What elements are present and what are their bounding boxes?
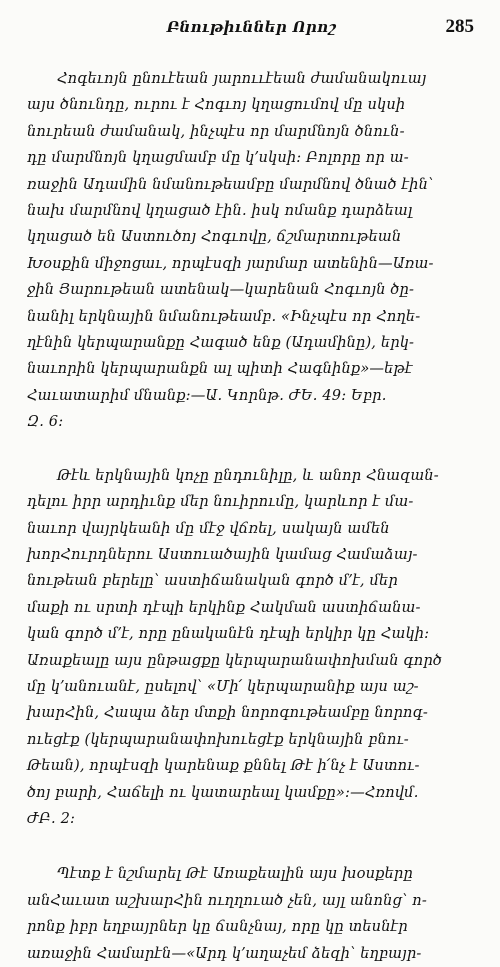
- running-title: Բնութիւններ Որոշ: [166, 18, 337, 36]
- text-line: Թէև երկնային կոչը ընդունիլը, և անոր Հնազան-: [57, 466, 439, 484]
- text-line: նախ մարմնով կղացած էին. իսկ ոմանք դարձեալ: [27, 202, 413, 220]
- text-line: րոնք իբր եղբայրներ կը ճանչնայ, որը կը տեսնէր: [27, 918, 408, 936]
- text-line: Հաւատարիմ մնանք:—Ա. Կորնթ. ԺԵ. 49: Եբր.: [27, 386, 387, 404]
- text-line: խարՀին, Հապա ձեր մտքի նորոգութեամբը նորոգ-: [27, 704, 429, 722]
- text-line: կղացած են Աստուծոյ Հոգւովը, ճշմարտութեան: [27, 228, 402, 246]
- text-line: այս ծնունդը, ուրու է Հոգւոյ կղացումով մը սկսի: [27, 96, 406, 114]
- text-line: Առաքեալը այս ընթացքը կերպարանափոխման գործ: [27, 651, 443, 669]
- text-line: նաւորին կերպարանքն ալ պիտի Հագնինք»—եթէ: [27, 360, 413, 378]
- text-line: անՀաւատ աշխարՀին ուղղուած չեն, այլ անոնց՝ ո-: [27, 891, 428, 909]
- text-line: ուեցէք (կերպարանափոխուեցէք երկնային բնու-: [27, 730, 409, 748]
- text-line: մաքի ու սրտի դէպի երկինք Հակման աստիճանա-: [27, 598, 421, 616]
- text-line: նաւոր վայրկեանի մը մէջ վճռել, սակայն ամեն: [27, 519, 390, 537]
- page-number: 285: [445, 16, 474, 37]
- text-line: առաջին Համարէն—«Արդ կ՚աղաչեմ ձեզի՝ եղբայր-: [27, 944, 422, 962]
- text-line: Պէտք է նշմարել Թէ Առաքեալին այս խօսքերը: [57, 865, 413, 883]
- text-line: ծոյ բարի, Հաճելի ու կատարեալ կամքը»:—Հռովմ.: [27, 783, 419, 801]
- text-line: ղէնին կերպարանքը Հագած ենք (Ադամինը), երկ-: [27, 334, 415, 352]
- text-line: Խօսքին միջոցաւ, որպէսզի յարմար ատենին—Առա-: [27, 254, 434, 272]
- page-header: [27, 12, 476, 42]
- paragraph-2: [27, 463, 476, 833]
- text-line: Հոգեւոյն ընուէեան յարոււէեան ժամանակուայ: [57, 70, 427, 87]
- text-line: նութեան բերելը՝ աստիճանական գործ մ՚է, մեր: [27, 572, 398, 590]
- paragraph-1: [27, 66, 476, 436]
- text-line: դելու իրր արդիւնք մեր նուիրումը, կարևոր է մա-: [27, 493, 414, 511]
- text-line: Զ. 6:: [27, 413, 64, 431]
- text-line: ջին Յարութեան ատենակ—կարենան Հոգւոյն ծը-: [27, 281, 415, 299]
- text-line: Թեան), որպէսզի կարենաք քննել Թէ ի՛նչ է Աստու-: [27, 757, 420, 775]
- text-line: ԺԲ. 2:: [27, 809, 76, 827]
- text-line: մը կ՚անուանէ, ըսելով՝ «Մի՛ կերպարանիք այս աշ-: [27, 677, 419, 695]
- text-line: ռաջին Ադամին նմանութեամբը մարմնով ծնած էին՝: [27, 175, 434, 193]
- text-line: կան գործ մ՚է, որը ընականէն դէպի երկիր կը Հակի:: [27, 625, 430, 643]
- text-line: խորՀուրդներու Աստուածային կամաց Համաձայ-: [27, 545, 418, 563]
- paragraph-3: [27, 861, 476, 967]
- text-line: դը մարմնոյն կղացմամբ մը կ՚սկսի: Բոլորը որ ա-: [27, 149, 409, 167]
- text-line: նուրեան ժամանակ, ինչպէս որ մարմնոյն ծնուն-: [27, 122, 405, 140]
- text-line: նանիլ երկնային նմանութեամբ. «Ինչպէս որ Հողե-: [27, 307, 421, 325]
